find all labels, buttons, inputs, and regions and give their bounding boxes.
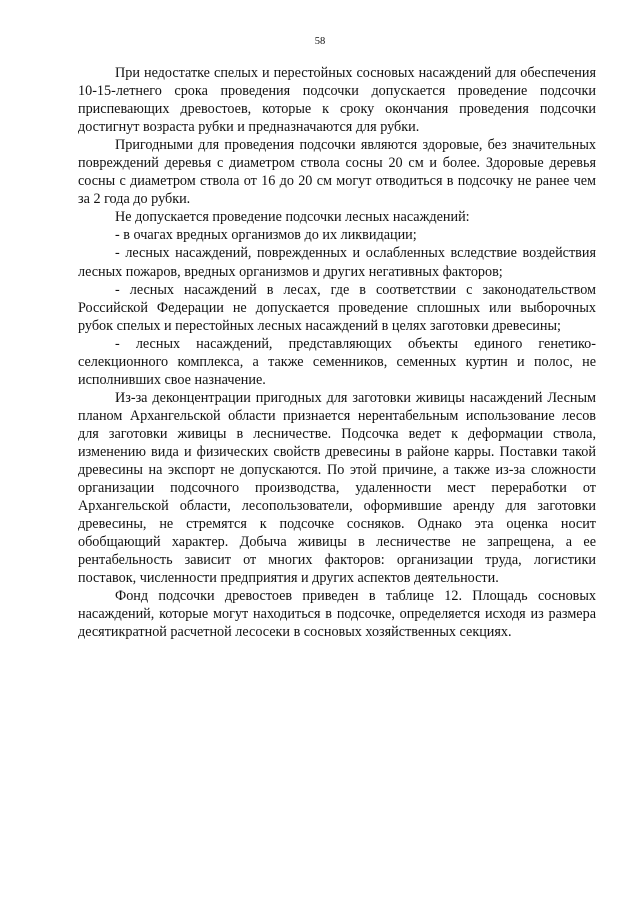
- page-number: 58: [314, 36, 326, 47]
- list-item-genetic-objects: - лесных насаждений, представляющих объекты единого генетико-селекционного комплекса, а также семенников, семенных куртин и полос, не исполнивших свое назначение.: [78, 335, 596, 388]
- paragraph-not-allowed-intro: Не допускается проведение подсочки лесных насаждений:: [115, 209, 470, 226]
- list-item-protected-forests: - лесных насаждений в лесах, где в соответствии с законодательством Российской Федерации не допускается проведение сплошных или выборочных рубок спелых и перестойных лесных насаждений в целях заготовки древесины;: [78, 281, 596, 334]
- document-body: [78, 64, 596, 642]
- paragraph-tapping-fund: Фонд подсочки древостоев приведен в таблице 12. Площадь сосновых насаждений, которые могут находиться в подсочке, определяется исходя из размера десятикратной расчетной лесосеки в сосновых хозяйственных секциях.: [78, 588, 596, 641]
- list-item-pest-foci: - в очагах вредных организмов до их ликвидации;: [115, 227, 417, 244]
- paragraph-suitable-trees: Пригодными для проведения подсочки являются здоровые, без значительных повреждений деревья с диаметром ствола сосны 20 см и более. Здоровые деревья сосны с диаметром ствола от 16 до 20 см могут отводиться в подсочку не ранее чем за 2 года до рубки.: [78, 137, 596, 208]
- paragraph-mature-stands: При недостатке спелых и перестойных сосновых насаждений для обеспечения 10-15-летнего срока проведения подсочки допускается проведение подсочки приспевающих древостоев, которые к сроку окончания проведения подсочки достигнут возраста рубки и предназначаются для рубки.: [78, 65, 596, 136]
- paragraph-deconcentration: Из-за деконцентрации пригодных для заготовки живицы насаждений Лесным планом Архангельской области признается нерентабельным использование лесов для заготовки живицы в лесничестве. Подсочка ведет к деформации ствола, изменению вида и физических свойств древесины в районе карры. Поставки такой древесины на экспорт не допускаются. По этой причине, а также из-за сложности организации подсочного производства, удаленности мест переработки от Архангельской области, лесопользователи, оформившие аренду для заготовки древесины, не стремятся к подсочке сосняков. Однако эта оценка носит обобщающий характер. Добыча живицы в лесничестве не запрещена, а ее рентабельность зависит от многих факторов: организации труда, логистики поставок, численности предприятия и других аспектов деятельности.: [78, 389, 596, 587]
- list-item-damaged-stands: - лесных насаждений, поврежденных и ослабленных вследствие воздействия лесных пожаров, вредных организмов и других негативных факторов;: [78, 245, 596, 280]
